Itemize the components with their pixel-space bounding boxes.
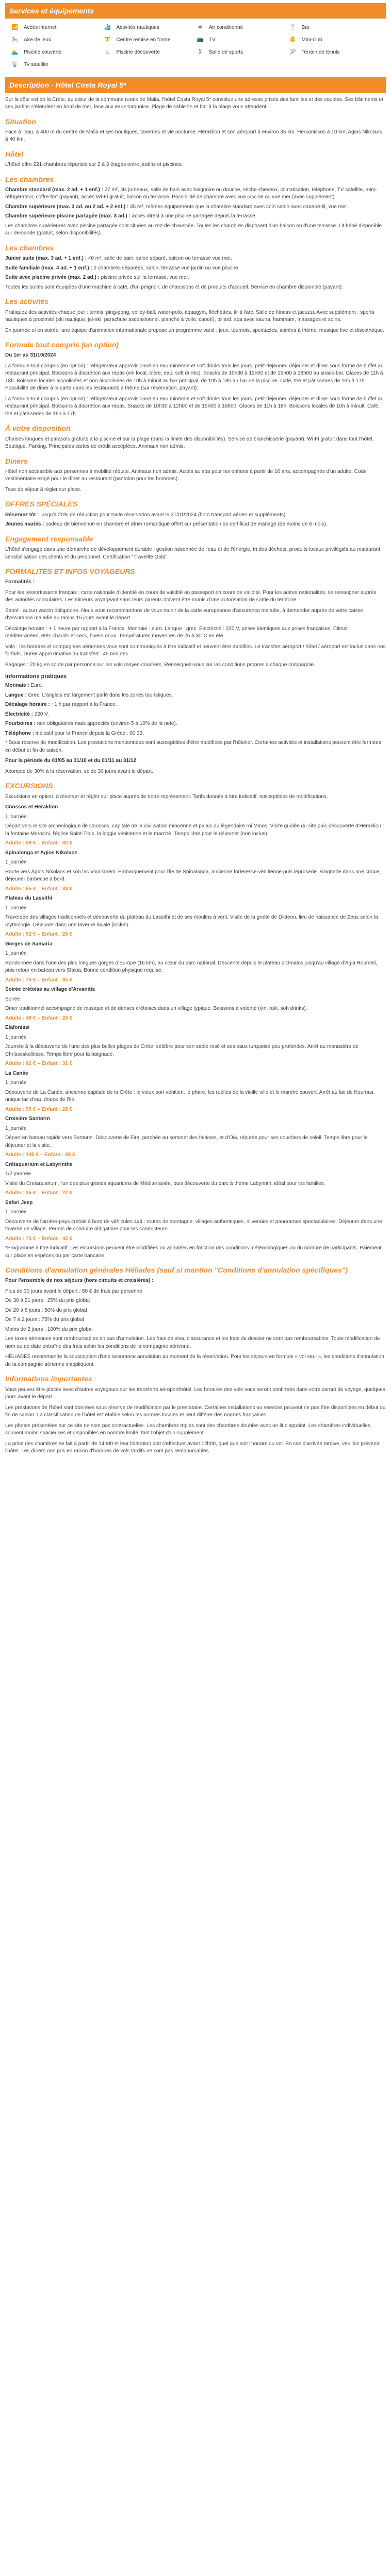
excursion-duration: 1 journée [5, 1034, 27, 1040]
excursion-name: Soirée crétoise au village d'Arvanitis [5, 987, 95, 993]
excursion-duration: 1 journée [5, 859, 27, 866]
excursion-item [5, 1024, 386, 1068]
excursion-item [5, 804, 386, 848]
excursion-price: Adulte : 145 € – Enfant : 95 € [5, 1152, 75, 1158]
excursion-price: Adulte : 48 € – Enfant : 24 € [5, 1015, 73, 1021]
info-item-name: Monnaie : [5, 683, 29, 689]
condition-item-text: Moins de 2 jours : 100% du prix global [5, 1326, 93, 1332]
excursion-duration: 1 journée [5, 951, 27, 957]
excursion-duration: 1 journée [5, 1209, 27, 1215]
offer-item-text: jusqu'à 20% de réduction pour toute réservation avant le 31/01/2024 (hors transport aérien et suppléments). [40, 512, 287, 518]
tv-icon: 📺 [197, 37, 204, 43]
condition-item [5, 1316, 386, 1324]
rooms-heading-2: Les chambres [5, 243, 54, 252]
formula-text: La formule tout compris (en option) : réfrigérateur approvisionné en eau minérale et soft drinks tous les jours, petit-déjeuner, déjeuner et dîner sous forme de buffet au restaurant principal. Boissons à discrétion aux repas (vin local, bière, eau, soft drinks). Snacks de 10h30 à 12h00 et de 15h00 à 18h00 au snack-bar. Glaces de 11h à 18h. Boissons locales alcoolisées et non alcoolisées de 10h à minuit au bar principal, de 10h à 18h au bar de la piscine. Café, thé et pâtisseries de 16h à 17h. Possibilité de dîner à la carte dans les restaurants à thème (sur réservation, payant). [5, 363, 384, 392]
formalities-text-5: Bagages : 20 kg en soute par personne sur les vols moyen-courriers. Renseignez-vous sur les conditions propres à chaque compagnie. [5, 662, 315, 668]
info-item-text: +1 h par rapport à la France. [51, 702, 117, 708]
conditions-extra: Les taxes aériennes sont remboursables en cas d'annulation. Les frais de visa, d'assurance et les frais de dossier ne sont pas remboursables. Toute modification de nom ou de date entraîne des frais selon les conditions de la compagnie aérienne. [5, 1336, 380, 1349]
condition-item-text: De 7 à 2 jours : 75% du prix global [5, 1317, 84, 1323]
services-banner: Services et équipements [5, 3, 386, 19]
formalities-text-3: Décalage horaire : + 1 heure par rapport à la France. Monnaie : euro. Langue : grec. Électricité : 220 V, prises identiques aux prises françaises. Climat : méditerranéen, étés chauds et secs, hivers doux. Températures moyennes de 25 à 30°C en été. [5, 625, 351, 639]
info-heading: Informations pratiques [5, 673, 67, 680]
condition-item [5, 1297, 386, 1305]
situation-text: Face à l'eau, à 400 m du centre de Malia et ses boutiques, tavernes et vie nocturne. Héraklion et son aéroport à environ 35 km. Hersonissos à 10 km, Agios Nikolaos à 40 km. [5, 129, 382, 143]
offers-list [5, 512, 386, 529]
conditions-sub: Pour l'ensemble de nos séjours (hors circuits et croisières) : [5, 1278, 154, 1284]
info-item-name: Téléphone : [5, 730, 35, 736]
excursions-heading: EXCURSIONS [5, 782, 53, 790]
service-label: Piscine découverte [116, 49, 160, 56]
excursion-item [5, 941, 386, 985]
room-item-name: Suite avec piscine privée (max. 2 ad.) : [5, 275, 100, 281]
service-label: TV [209, 37, 216, 43]
excursion-description: Traversée des villages traditionnels et découverte du plateau du Lassithi et de ses moulins à vent. Visite de la grotte de Dikteon, lieu de naissance de Zeus selon la mythologie. Déjeuner dans une taverne locale (inclus). [5, 914, 378, 928]
service-label: Piscine couverte [24, 49, 62, 56]
info-item-name: Électricité : [5, 711, 33, 717]
info-item-text: indicatif pour la France depuis la Grèce : 00 33. [35, 730, 144, 736]
excursion-duration: 1 journée [5, 814, 27, 820]
offer-item-name: Réservez tôt : [5, 512, 39, 518]
room-item-name: Junior suite (max. 3 ad. + 1 enf.) : [5, 256, 87, 262]
condition-item [5, 1288, 386, 1296]
excursion-name: Plateau du Lassithi [5, 895, 53, 902]
formula-extra: La formule tout compris (en option) : réfrigérateur approvisionné en eau minérale et soft drinks tous les jours, petit-déjeuner, déjeuner et dîner sous forme de buffet au restaurant principal. Boissons à discrétion aux repas. Snacks de 10h30 à 12h00 et de 15h00 à 18h00. Glaces de 11h à 18h. Boissons locales de 10h à minuit. Café, thé et pâtisseries de 16h à 17h. [5, 396, 384, 417]
rooms-heading: Les chambres [5, 175, 54, 183]
info-item [5, 701, 386, 709]
club-icon: 👶 [289, 37, 296, 43]
excursion-description: Randonnée dans l'une des plus longues gorges d'Europe (16 km), au cœur du parc national. Descente depuis le plateau d'Omalos jusqu'au village d'Agia Roumeli, puis retour en bateau vers Sfakia. Bonne condition physique requise. [5, 960, 378, 974]
bar-icon: 🍸 [289, 25, 296, 31]
formula-heading: Formule tout compris (en option) [5, 341, 119, 349]
service-label: Salle de sports [209, 49, 243, 56]
important-text-4: La prise des chambres se fait à partir de 14h00 et leur libération doit s'effectuer avant 12h00, quel que soit l'horaire du vol. En cas d'arrivée tardive, veuillez prévenir l'hôtel. Les dîners non pris en raison d'horaires de vols tardifs ne sont pas remboursables. [5, 1440, 380, 1454]
service-item [196, 24, 288, 32]
info-extra: * Sous réserve de modification. Les prestations mentionnées sont susceptibles d'être modifiées par l'hôtelier. Certaines activités et installations peuvent être fermées en début et fin de saison. [5, 740, 381, 753]
excursion-description: Découverte de La Canée, ancienne capitale de la Crète : le vieux port vénitien, le phare, les ruelles de la vieille ville et le marché couvert. Arrêt au lac de Kournas, unique lac d'eau douce de l'île. [5, 1089, 375, 1103]
activities-text: Pratiquez des activités chaque jour : tennis, ping-pong, volley-ball, water-polo, aquagym, fléchettes, tir à l'arc. Salle de fitness et jacuzzi. Avec supplément : sports nautiques à proximité (ski nautique, jet-ski, parachute ascensionnel, planche à voile, canoë), billard, spa avec sauna, hammam, massages et soins. [5, 309, 374, 323]
room-item-name: Chambre supérieure (max. 3 ad. ou 2 ad. + 2 enf.) : [5, 204, 129, 210]
excursion-name: Gorges de Samaria [5, 941, 53, 947]
service-label: Aire de jeux [24, 37, 51, 43]
excursion-item [5, 850, 386, 893]
info-item [5, 682, 386, 690]
dining-text: Hôtel non accessible aux personnes à mobilité réduite. Animaux non admis. Accès au spa pour les enfants à partir de 16 ans, accompagnés d'un adulte. Code vestimentaire exigé pour le dîner au restaurant (pantalon pour les hommes). [5, 468, 367, 482]
service-label: Air conditionné [209, 25, 243, 31]
excursion-name: Cnossos et Héraklion [5, 804, 58, 810]
excursion-price: Adulte : 75 € – Enfant : 45 € [5, 1235, 73, 1242]
excursions-list [5, 804, 386, 1243]
description-banner: Description - Hôtel Costa Royal 5* [5, 77, 386, 93]
info-item [5, 720, 386, 728]
rooms-extra-2: Toutes les suites sont équipées d'une machine à café, d'un peignoir, de chaussons et de produits d'accueil. Service en chambre disponible (payant). [5, 284, 344, 290]
room-item [5, 187, 386, 201]
excursion-price: Adulte : 70 € – Enfant : 35 € [5, 977, 73, 983]
fitness-icon: 🏋 [104, 37, 111, 43]
tennis-icon: 🎾 [289, 49, 296, 56]
excursion-description: Route vers Agios Nikolaos et son lac Voulismeni. Embarquement pour l'île de Spinalonga, ancienne forteresse vénitienne puis léproserie. Baignade dans une crique, déjeuner barbecue à bord. [5, 869, 381, 883]
room-item-text: 2 chambres séparées, salon, terrasse vue jardin ou vue piscine. [93, 265, 240, 271]
heated-pool-icon: ♨ [105, 49, 110, 56]
service-label: Terrain de tennis [301, 49, 340, 56]
conditions-list [5, 1288, 386, 1334]
formalities-text-2: Santé : aucun vaccin obligatoire. Nous vous recommandons de vous munir de la carte européenne d'assurance maladie, à demander auprès de votre caisse d'assurance maladie au moins 15 jours avant le départ. [5, 607, 363, 621]
excursion-item [5, 1161, 386, 1197]
activities-heading: Les activités [5, 297, 49, 306]
dining-heading: Diners [5, 456, 28, 465]
wifi-icon: 📶 [11, 25, 19, 31]
rooms-list-2 [5, 255, 386, 282]
tv2-icon: 📡 [11, 62, 19, 68]
conditions-heading: Conditions d'annulation générales Héliades (sauf si mention "Conditions d'annulation spécifiques") [5, 1266, 348, 1275]
condition-item-text: De 30 à 21 jours : 25% du prix global [5, 1298, 90, 1304]
room-item-text: piscine privée sur la terrasse, vue mer. [101, 275, 189, 281]
excursion-price: Adulte : 65 € – Enfant : 33 € [5, 886, 73, 892]
excursion-name: Spinalonga et Agios Nikolaos [5, 850, 78, 856]
service-item [10, 61, 103, 69]
offers-heading: OFFRES SPÉCIALES [5, 500, 78, 509]
service-item [10, 48, 103, 57]
room-item [5, 274, 386, 282]
excursion-name: Crétaquarium et Labyrinthe [5, 1161, 73, 1167]
info-item [5, 711, 386, 719]
activities-extra: En journée et en soirée, une équipe d'animation internationale propose un programme varié : jeux, tournois, spectacles, soirées à thème, musique live et discothèque. [5, 327, 385, 333]
room-item [5, 213, 386, 221]
excursion-name: La Canée [5, 1070, 28, 1076]
room-item-text: accès direct à une piscine partagée depuis la terrasse. [132, 213, 257, 219]
important-text-2: Les prestations de l'hôtel sont données sous réserve de modification par le prestataire. Certaines installations ou services peuvent ne pas être disponibles en début ou fin de saison. La classification de l'hôtel est établie selon les normes locales et peut différer des normes françaises. [5, 1404, 386, 1418]
commitment-text: L'hôtel s'engage dans une démarche de développement durable : gestion raisonnée de l'eau et de l'énergie, tri des déchets, produits locaux privilégiés au restaurant, sensibilisation des clients et du personnel. Certification "Travelife Gold". [5, 547, 382, 560]
condition-item [5, 1307, 386, 1315]
excursion-item [5, 1070, 386, 1114]
excursion-price: Adulte : 59 € – Enfant : 30 € [5, 840, 73, 846]
condition-item-text: Plus de 30 jours avant le départ : 50 € de frais par personne [5, 1288, 142, 1294]
excursion-item [5, 986, 386, 1022]
dining-extra: Taxe de séjour à régler sur place. [5, 486, 82, 493]
service-item [288, 36, 381, 44]
hotel-text: L'hôtel offre 221 chambres réparties sur 2 à 3 étages entre jardins et piscines. [5, 162, 183, 168]
service-label: Activités nautiques [116, 25, 159, 31]
page [5, 3, 386, 1455]
excursion-name: Elafonissi [5, 1025, 30, 1031]
room-item-text: 35 m², mêmes équipements que la chambre standard avec coin salon avec canapé-lit, vue mer. [130, 204, 349, 210]
rooms-list [5, 187, 386, 221]
excursion-duration: Soirée [5, 996, 20, 1002]
service-item [103, 24, 196, 32]
excursion-description: Journée à la découverte de l'une des plus belles plages de Crète, célèbre pour son sable rosé et ses eaux turquoise peu profondes. Arrêt au monastère de Chrissoskalitissa. Temps libre pour la baignade. [5, 1044, 359, 1057]
excursion-price: Adulte : 55 € – Enfant : 28 € [5, 1106, 73, 1112]
excursion-item [5, 895, 386, 939]
room-item [5, 204, 386, 211]
offer-item [5, 521, 386, 529]
situation-heading: Situation [5, 117, 36, 126]
room-item-text: 40 m², salle de bain, salon séparé, balcon ou terrasse vue mer. [88, 256, 232, 262]
offer-item-name: Jeunes mariés : [5, 521, 44, 528]
notes-heading: À votre disposition [5, 424, 71, 433]
service-item [10, 24, 103, 32]
service-item [103, 48, 196, 57]
services-grid [5, 22, 386, 74]
excursion-name: Croisière Santorin [5, 1116, 50, 1122]
excursion-name: Safari Jeep [5, 1199, 33, 1206]
conditions-extra-2: HÉLIADES recommande la souscription d'une assurance annulation au moment de la réservation. Pour les séjours en formule « vol seul », les conditions d'annulation de la compagnie aérienne s'appliquent. [5, 1354, 384, 1367]
info-item [5, 692, 386, 700]
service-label: Mini-club [301, 37, 322, 43]
important-text: Vous pouvez être placés avec d'autres voyageurs sur les transferts aéroport/hôtel. Les horaires des vols vous seront confirmés dans votre carnet de voyage, quelques jours avant le départ. [5, 1386, 385, 1400]
room-item [5, 265, 386, 273]
condition-item [5, 1326, 386, 1334]
info-item-text: 220 V. [34, 711, 49, 717]
important-heading: Informations importantes [5, 1375, 92, 1383]
excursion-description: Découverte de l'arrière-pays crétois à bord de véhicules 4x4 : routes de montagne, villages authentiques, oliveraies et panoramas spectaculaires. Déjeuner dans une taverne de village. Permis de conduire obligatoire pour les conducteurs. [5, 1218, 382, 1232]
excursion-duration: 1 journée [5, 905, 27, 911]
aqua-area-icon: 🎠 [11, 37, 19, 43]
hotel-heading: Hôtel [5, 149, 23, 158]
room-item [5, 255, 386, 263]
info-item-text: Euro. [30, 683, 43, 689]
excursion-price: Adulte : 35 € – Enfant : 22 € [5, 1190, 73, 1196]
offer-item [5, 512, 386, 519]
excursion-duration: 1 journée [5, 1080, 27, 1086]
service-item [10, 36, 103, 44]
service-label: Bar [301, 25, 310, 31]
baby-icon: 🏃 [197, 49, 204, 56]
excursion-description: Départ vers le site archéologique de Cnossos, capitale de la civilisation minoenne et palais du légendaire roi Minos. Visite guidée du site puis découverte d'Héraklion : la fontaine Morosini, l'église Saint-Titus, la loggia vénitienne et le marché. Temps libre pour le déjeuner (non inclus). [5, 823, 384, 837]
excursions-extra: *Programme à titre indicatif. Les excursions peuvent être modifiées ou annulées en fonction des conditions météorologiques ou du nombre de participants. Paiement sur place en espèces ou par carte bancaire. [5, 1245, 382, 1259]
payment-note-title: Pour la période du 01/05 au 31/10 et du 01/11 au 31/12 [5, 758, 137, 764]
service-label: Accès internet [24, 25, 57, 31]
info-item [5, 730, 386, 738]
excursion-description: Visite du Cretaquarium, l'un des plus grands aquariums de Méditerranée, puis découverte du parc à thème Labyrinth, idéal pour les familles. [5, 1180, 325, 1187]
excursion-price: Adulte : 52 € – Enfant : 26 € [5, 931, 73, 938]
notes-text: Chaises longues et parasols gratuits à la piscine et sur la plage (dans la limite des disponibilités). Service de blanchisserie (payant). Wi-Fi gratuit dans tout l'hôtel. Boutique. Parking. Principales cartes de crédit acceptées. Animaux non admis. [5, 436, 374, 450]
service-label: Centre remise en forme [116, 37, 171, 43]
service-item [103, 36, 196, 44]
formula-sub: Du 1er au 31/10/2024 [5, 352, 56, 359]
info-list [5, 682, 386, 737]
formalities-heading: FORMALITÉS ET INFOS VOYAGEURS [5, 567, 135, 576]
service-item [196, 36, 288, 44]
excursion-description: Départ en bateau rapide vers Santorin. Découverte de Fira, perchée au sommet des falaises, et d'Oia, réputée pour ses couchers de soleil. Temps libre pour le déjeuner et la visite. [5, 1135, 368, 1148]
service-item [196, 48, 288, 57]
service-item [288, 24, 381, 32]
excursion-item [5, 1115, 386, 1159]
excursion-price: Adulte : 62 € – Enfant : 31 € [5, 1061, 73, 1067]
excursion-description: Dîner traditionnel accompagné de musique et de danses crétoises dans un village typique. Boissons à volonté (vin, raki, soft drinks). [5, 1006, 307, 1012]
activities-icon: 🏄 [104, 25, 111, 31]
room-item-name: Chambre standard (max. 2 ad. + 1 enf.) : [5, 187, 103, 193]
intro-text: Sur la côte est de la Crète, au cœur de la commune rurale de Malia, l'hôtel Costa Royal 5* constitue une adresse prisée des familles et des couples. Ses bâtiments et ses jardins s'étendent en bord de mer, face aux eaux turquoise. Plage de sable fin et bar à la plage vous attendent. [5, 96, 383, 110]
air-conditioning-icon: ❄ [198, 25, 203, 31]
important-text-3: Les photos présentées sur ce site ne sont pas contractuelles. Les chambres triples sont des chambres doubles avec un lit d'appoint. Les chambres individuelles, souvent moins spacieuses et disponibles en nombre limité, font l'objet d'un supplément. [5, 1422, 372, 1436]
info-item-name: Décalage horaire : [5, 702, 50, 708]
excursions-intro: Excursions en option, à réserver et régler sur place auprès de notre représentant. Tarifs donnés à titre indicatif, susceptibles de modifications. [5, 793, 328, 800]
service-item [288, 48, 381, 57]
formalities-text: Pour les ressortissants français : carte nationale d'identité en cours de validité ou passeport en cours de validité. Pour les autres nationalités, se renseigner auprès des autorités consulaires. Les mineurs voyageant sans leurs parents doivent être munis d'une autorisation de sortie du territoire. [5, 589, 377, 603]
excursion-duration: 1/2 journée [5, 1171, 31, 1177]
payment-note: Acompte de 30% à la réservation, solde 30 jours avant le départ. [5, 768, 153, 774]
room-item-text: 27 m², lits jumeaux, salle de bain avec baignoire ou douche, sèche-cheveux, climatisation, téléphone, TV satellite, mini-réfrigérateur, coffre-fort (payant), accès Wi-Fi gratuit, balcon ou terrasse. Possibilité de chambre avec vue piscine ou vue mer (avec supplément). [5, 187, 377, 200]
formalities-sub: Formalités : [5, 579, 35, 585]
info-item-text: Grec. L'anglais est largement parlé dans les zones touristiques. [28, 692, 173, 698]
room-item-name: Chambre supérieure piscine partagée (max. 3 ad.) : [5, 213, 131, 219]
pool-icon: 🏊 [11, 49, 19, 56]
offer-item-text: cadeau de bienvenue en chambre et dîner romantique offert sur présentation du certificat de mariage (de moins de 6 mois). [45, 521, 328, 528]
info-item-name: Langue : [5, 692, 27, 698]
condition-item-text: De 20 à 8 jours : 50% du prix global [5, 1307, 87, 1313]
info-item-name: Pourboires : [5, 721, 36, 727]
excursion-duration: 1 journée [5, 1125, 27, 1131]
commitment-heading: Engagement responsable [5, 534, 93, 543]
info-item-text: non obligatoires mais appréciés (environ 5 à 10% de la note). [37, 721, 177, 727]
excursion-item [5, 1199, 386, 1243]
room-item-name: Suite familiale (max. 4 ad. + 1 enf.) : [5, 265, 92, 271]
service-label: Tv satellite [24, 62, 48, 68]
formalities-text-4: Vols : les horaires et compagnies aériennes vous sont communiqués à titre indicatif et peuvent être modifiés. Le transfert aéroport / hôtel / aéroport est inclus dans nos forfaits. Durée approximative du transfert : 45 minutes. [5, 643, 386, 657]
rooms-extra: Les chambres supérieures avec piscine partagée sont situées au rez-de-chaussée. Toutes les chambres disposent d'un balcon ou d'une terrasse. Lit bébé disponible sur demande (gratuit, selon disponibilités). [5, 223, 382, 236]
